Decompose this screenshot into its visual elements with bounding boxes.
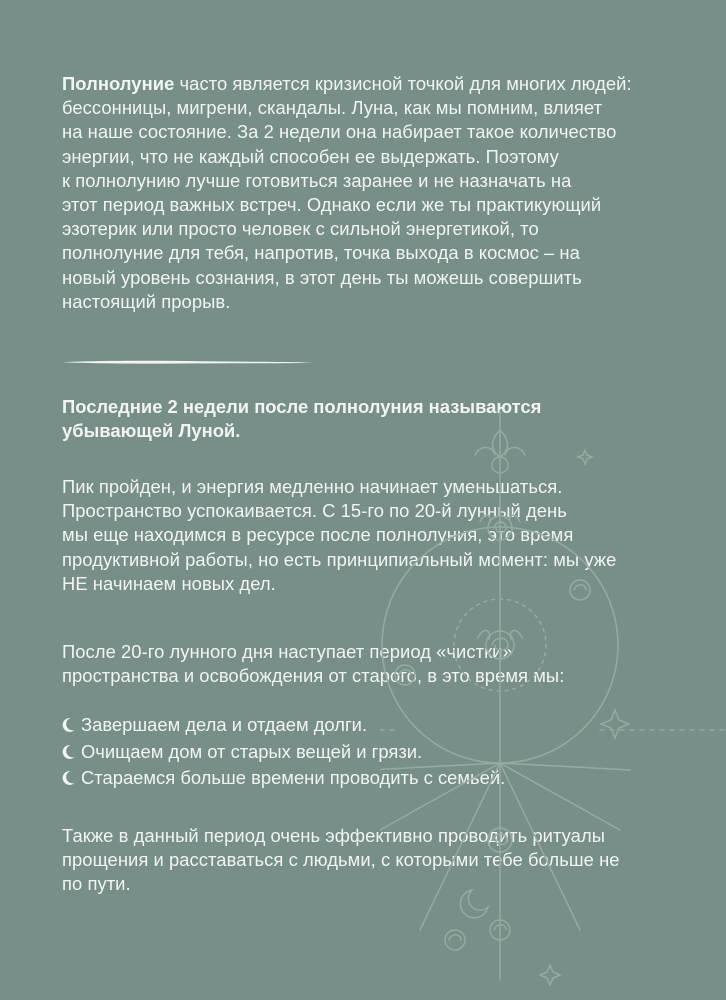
- paragraph-full-moon: [62, 72, 652, 314]
- bullet-list: [62, 712, 505, 792]
- paragraph-cleansing: [62, 640, 652, 688]
- heading-line: Последние 2 недели после полнолуния называются: [62, 396, 542, 417]
- list-item-text: Завершаем дела и отдаем долги.: [81, 714, 368, 735]
- paragraph-line: энергии, что не каждый способен ее выдержать. Поэтому: [62, 145, 559, 167]
- paragraph-line: Пространство успокаивается. С 15-го по 20-й лунный день: [62, 500, 567, 522]
- list-item: [62, 712, 505, 739]
- paragraph-line: этот период важных встреч. Однако если же ты практикующий: [62, 194, 602, 216]
- list-item: [62, 765, 505, 792]
- heading-line: убывающей Луной.: [62, 420, 241, 442]
- brush-divider: [62, 358, 314, 366]
- paragraph-line: эзотерик или просто человек с сильной энергетикой, то: [62, 218, 539, 240]
- paragraph-line: по пути.: [62, 873, 131, 895]
- paragraph-forgiveness: [62, 824, 652, 897]
- crescent-moon-icon: [61, 717, 75, 733]
- paragraph-waning: [62, 475, 652, 596]
- crescent-moon-icon: [61, 744, 75, 760]
- paragraph-line: часто является кризисной точкой для многих людей:: [174, 73, 632, 94]
- paragraph-line: полнолуние для тебя, напротив, точка выхода в космос – на: [62, 242, 580, 264]
- bold-term-full-moon: Полнолуние: [62, 73, 175, 94]
- paragraph-line: бессонницы, мигрени, скандалы. Луна, как мы помним, влияет: [62, 97, 603, 119]
- paragraph-line: прощения и расставаться с людьми, с которыми тебе больше не: [62, 849, 620, 871]
- paragraph-line: пространства и освобождения от старого, в это время мы:: [62, 665, 565, 687]
- paragraph-line: настоящий прорыв.: [62, 290, 231, 312]
- paragraph-line: Также в данный период очень эффективно проводить ритуалы: [62, 825, 606, 846]
- paragraph-line: на наше состояние. За 2 недели она набирает такое количество: [62, 121, 617, 143]
- list-item: [62, 739, 505, 766]
- list-item-text: Очищаем дом от старых вещей и грязи.: [81, 740, 423, 762]
- paragraph-line: новый уровень сознания, в этот день ты можешь совершить: [62, 266, 582, 288]
- paragraph-line: мы еще находимся в ресурсе после полнолуния, это время: [62, 524, 574, 546]
- crescent-moon-icon: [61, 770, 75, 786]
- section-heading: [62, 395, 622, 443]
- paragraph-line: После 20-го лунного дня наступает период «чистки»: [62, 641, 513, 662]
- list-item-text: Стараемся больше времени проводить с семьей.: [81, 767, 506, 788]
- paragraph-line: продуктивной работы, но есть принципиальный момент: мы уже: [62, 548, 617, 570]
- paragraph-line: Пик пройден, и энергия медленно начинает уменьшаться.: [62, 476, 563, 497]
- paragraph-line: к полнолунию лучше готовиться заранее и не назначать на: [62, 169, 572, 191]
- paragraph-line: НЕ начинаем новых дел.: [62, 572, 276, 594]
